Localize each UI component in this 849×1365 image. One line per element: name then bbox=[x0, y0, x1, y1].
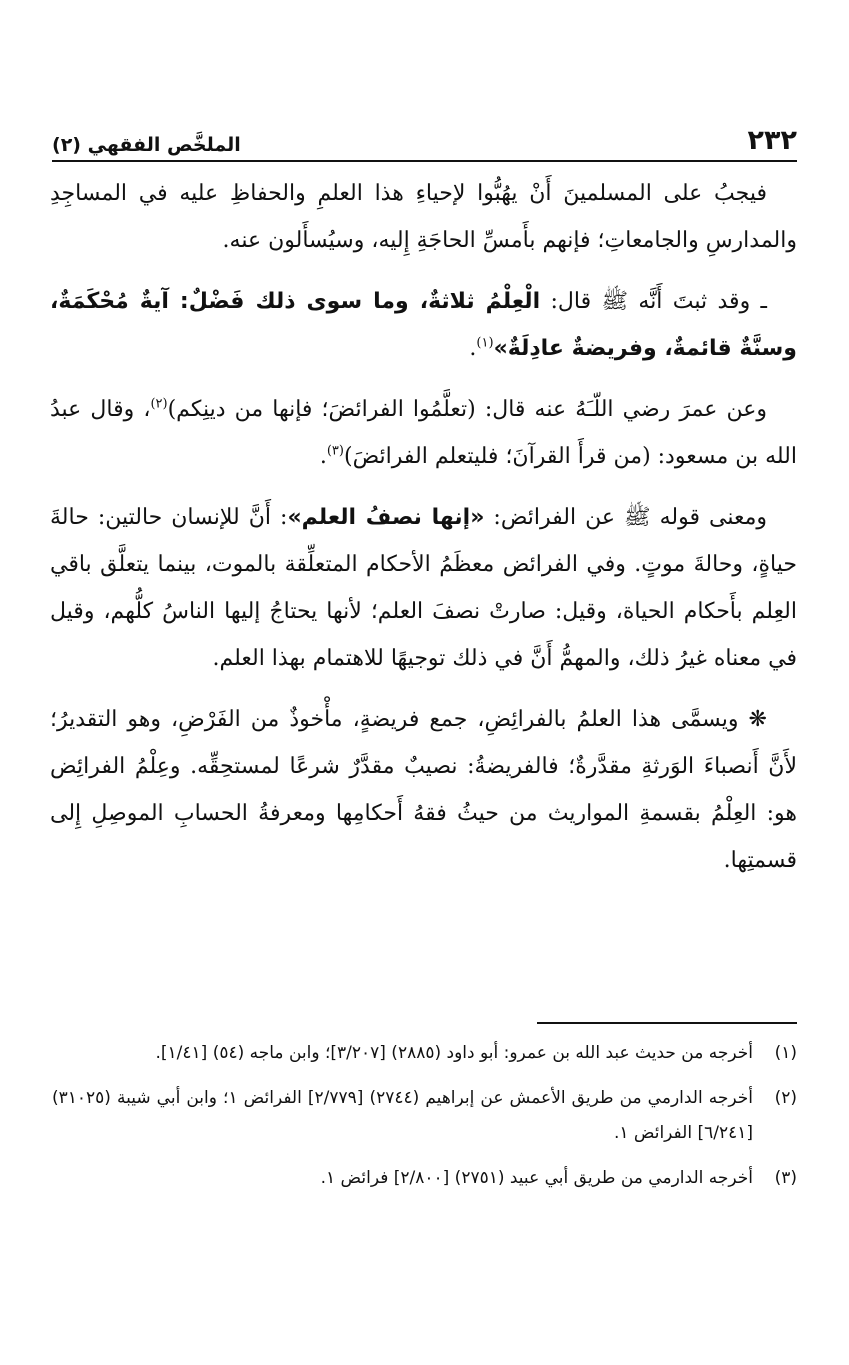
footnote-ref-1: (١) bbox=[476, 335, 494, 351]
footnote-text: أخرجه الدارمي من طريق أبي عبيد (٢٧٥١) [٢/٨٠٠] فرائض ١. bbox=[320, 1168, 753, 1188]
hadith-quote-2: «إنها نصفُ العلم» bbox=[287, 505, 485, 530]
paragraph-1: فيجبُ على المسلمينَ أَنْ يهُبُّوا لإحياءِ هذا العلمِ والحفاظِ عليه في المساجِدِ والمدارسِ والجامعاتِ؛ فإنهم بأَمسِّ الحاجَةِ إِليه، وسيُسأَلون عنه. bbox=[50, 181, 797, 253]
paragraph-3-part-a: وعن عمرَ رضي اللّـَهُ عنه قال: (تعلَّمُوا الفرائضَ؛ فإنها من دينِكم) bbox=[167, 397, 767, 422]
footnote-number: (٢) bbox=[774, 1088, 797, 1108]
footnote-number: (٣) bbox=[774, 1168, 797, 1188]
main-text bbox=[50, 170, 797, 898]
footnote-divider bbox=[537, 1022, 797, 1024]
paragraph-3 bbox=[50, 386, 797, 480]
page-header bbox=[52, 112, 797, 162]
paragraph-4 bbox=[50, 494, 797, 682]
footnote-number: (١) bbox=[774, 1043, 797, 1063]
footnote-text: أخرجه الدارمي من طريق الأعمش عن إبراهيم (٢٧٤٤) [٢/٧٧٩] الفرائض ١؛ وابن أبي شيبة (٣١٠٢٥) [٦/٢٤١] الفرائض ١. bbox=[52, 1088, 754, 1143]
footnote-item bbox=[52, 1161, 797, 1196]
paragraph-4-rest: : أَنَّ للإنسان حالتين: حالةَ حياةٍ، وحالةَ موتٍ. وفي الفرائض معظَمُ الأحكام المتعلِّقة بالموت، بينما يتعلَّق باقي العِلم بأَحكام الحياة، وقيل: صارتْ نصفَ العلم؛ لأنها يحتاجُ إليها الناسُ كلُّهم، وقيل في معناه غيرُ ذلك، والمهمُّ أَنَّ في ذلك توجيهًا للاهتمام بهذا العلم. bbox=[50, 505, 797, 671]
running-title: الملخَّص الفقهي (٢) bbox=[52, 134, 241, 156]
footnote-item bbox=[52, 1036, 797, 1071]
paragraph-2 bbox=[50, 278, 797, 372]
paragraph-4-lead: ومعنى قوله ﷺ عن الفرائض: bbox=[484, 505, 767, 530]
paragraph-5: ❋ ويسمَّى هذا العلمُ بالفرائِضِ، جمع فريضةٍ، مأْخوذٌ من الفَرْضِ، وهو التقديرُ؛ لأَنَّ أَنصباءَ الوَرثةِ مقدَّرةٌ؛ فالفريضةُ: نصيبٌ مقدَّرٌ شرعًا لمستحِقِّه. وعِلْمُ الفرائِض هو: العِلْمُ بقسمةِ المواريث من حيثُ فقهُ أَحكامِها ومعرفةُ الحسابِ الموصِلِ إِلى قسمتِها. bbox=[50, 707, 797, 873]
footnote-ref-3: (٣) bbox=[326, 443, 344, 459]
page-number: ٢٣٢ bbox=[747, 125, 797, 156]
paragraph-2-tail: . bbox=[469, 336, 477, 361]
hadith-quote-1: الْعِلْمُ ثلاثةٌ، وما سوى ذلك فَضْلٌ: آيةٌ مُحْكَمَةٌ، وسنَّةٌ قائمةٌ، وفريضةٌ عادِلَةٌ» bbox=[50, 289, 797, 361]
paragraph-2-lead: ـ وقد ثبتَ أَنَّه ﷺ قال: bbox=[540, 289, 767, 314]
footnote-ref-2: (٢) bbox=[150, 396, 168, 412]
footnote-text: أخرجه من حديث عبد الله بن عمرو: أبو داود (٢٨٨٥) [٣/٢٠٧]؛ وابن ماجه (٥٤) [١/٤١]. bbox=[155, 1043, 753, 1063]
footnotes bbox=[52, 1036, 797, 1206]
footnote-item bbox=[52, 1081, 797, 1151]
paragraph-3-part-c: . bbox=[319, 444, 327, 469]
paragraph-3-part-b: ، وقال عبدُ الله بن مسعود: (من قرأَ القرآنَ؛ فليتعلم الفرائضَ) bbox=[50, 397, 797, 469]
